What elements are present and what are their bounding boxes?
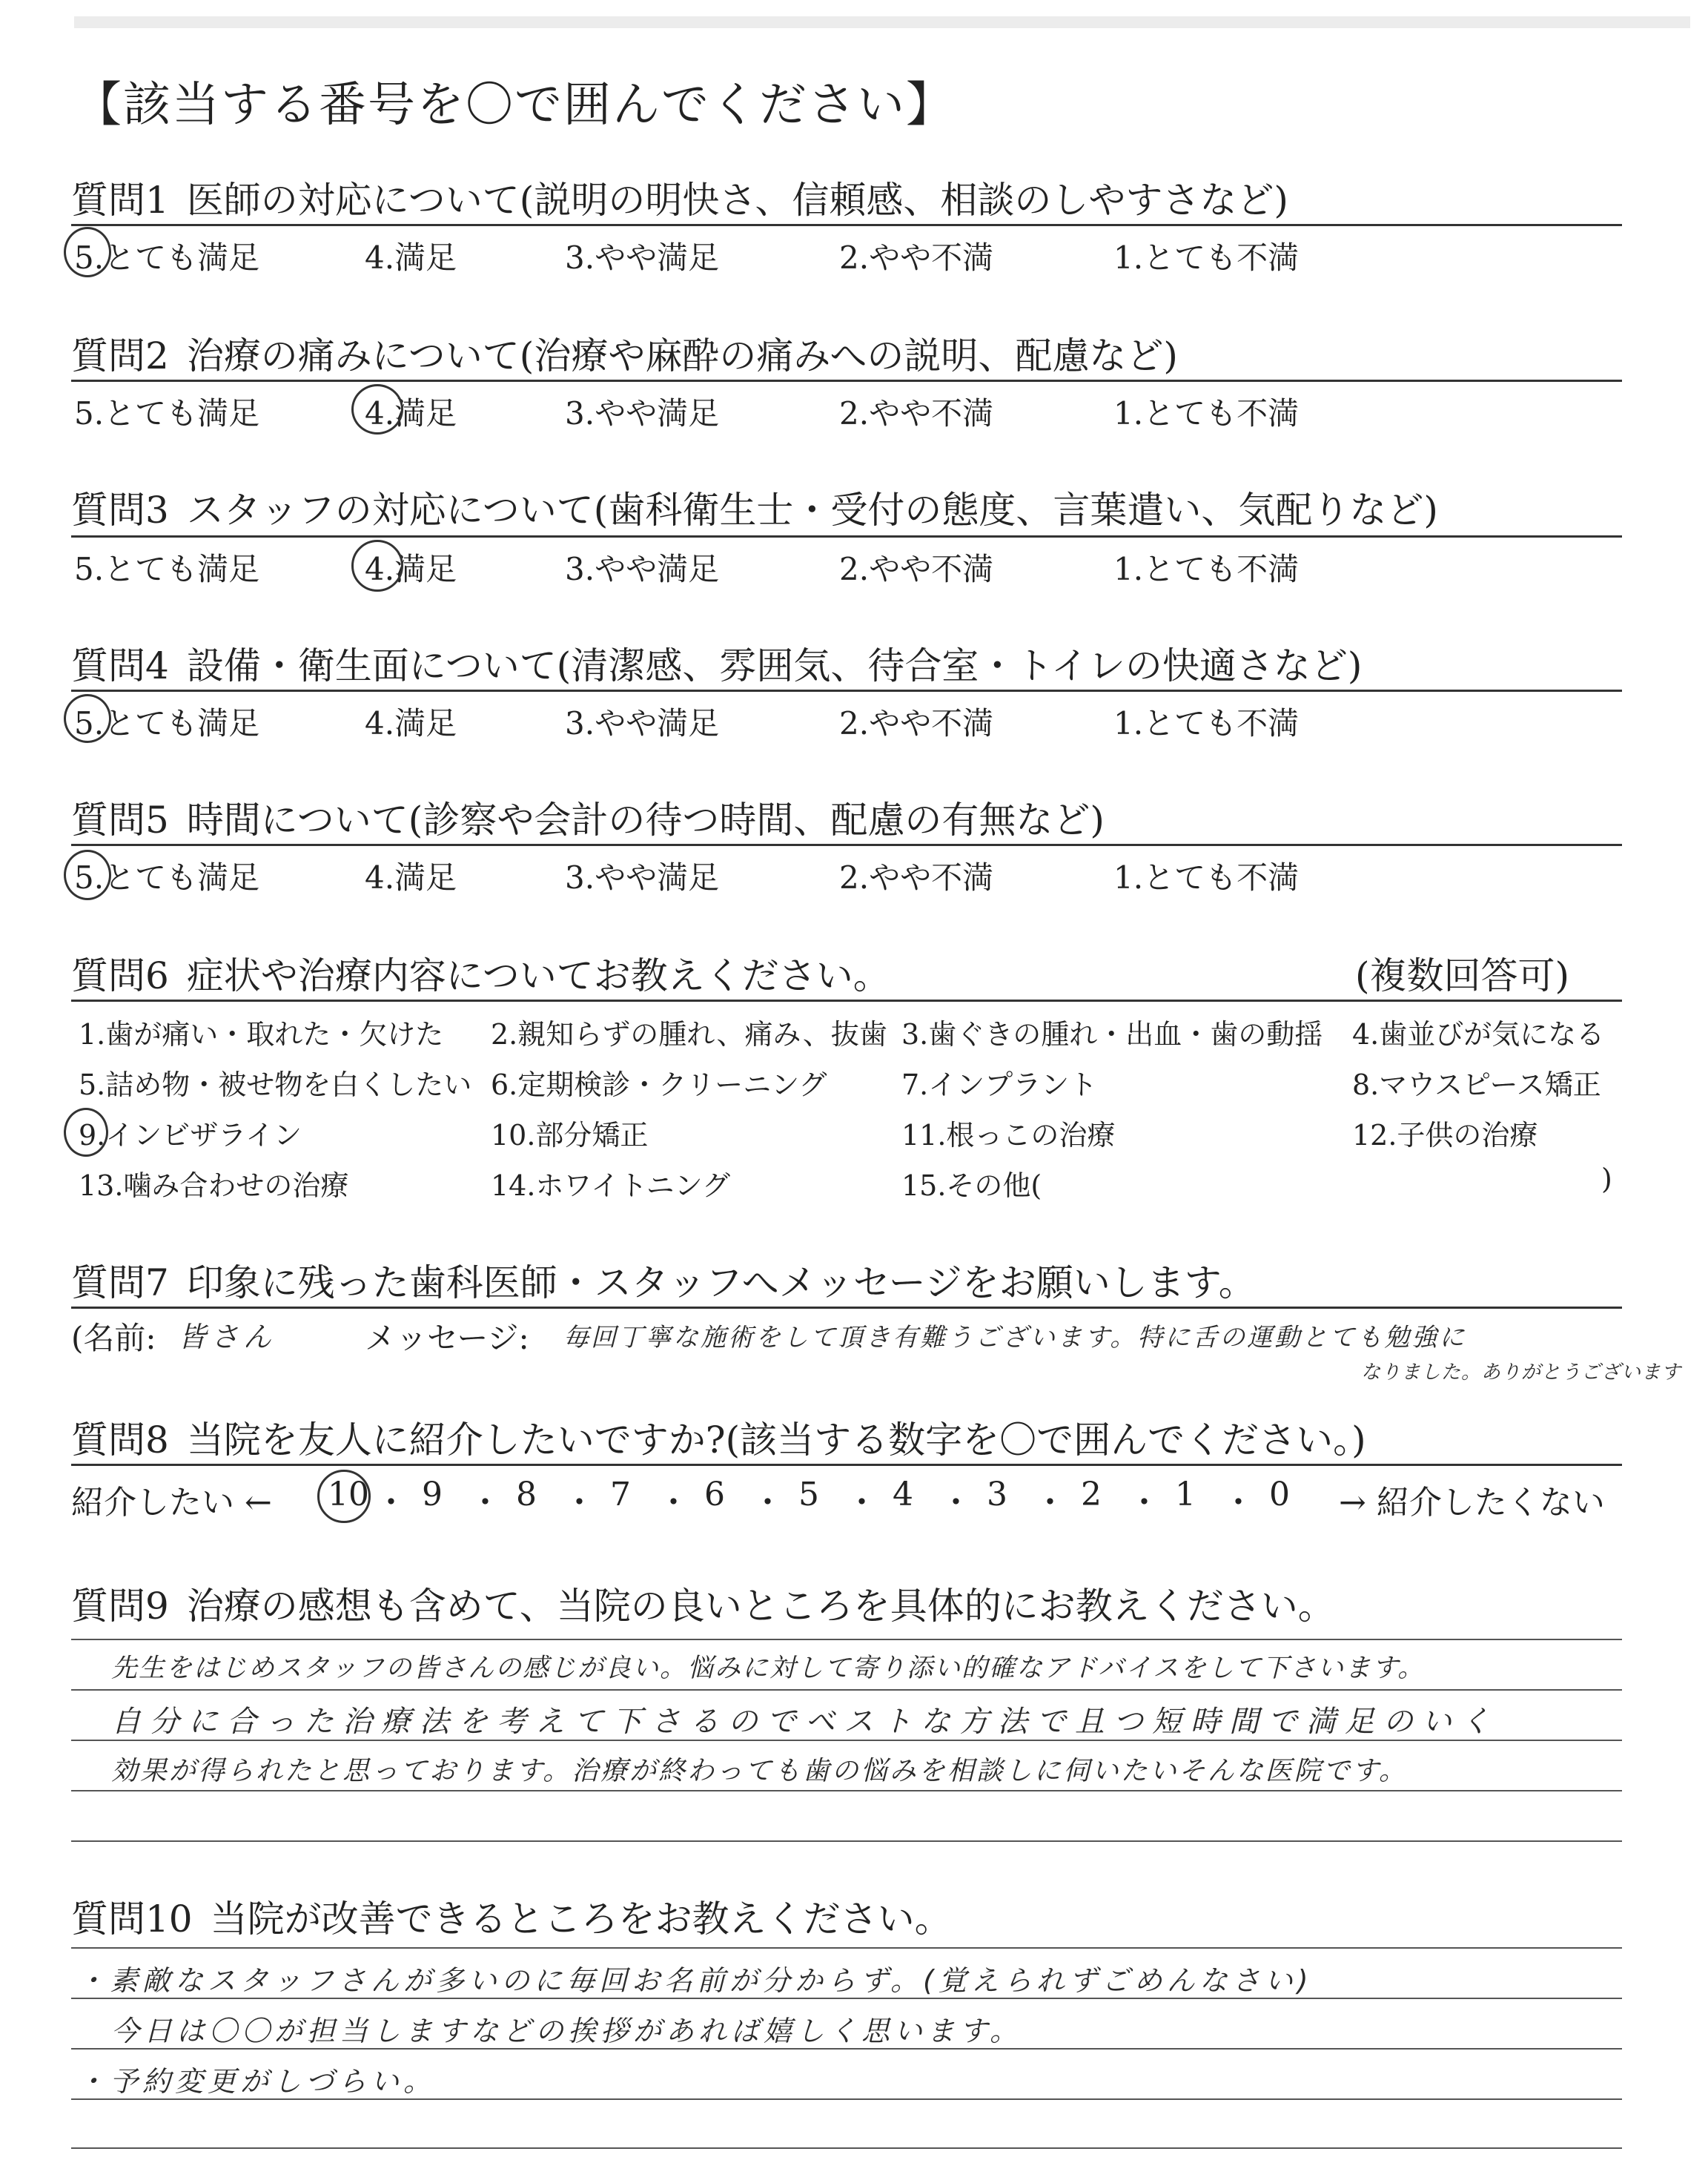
scale-separator: ・ <box>1128 1484 1161 1522</box>
scale-separator: ・ <box>563 1484 596 1522</box>
answer-circle <box>351 384 403 435</box>
option-3[interactable]: 3.やや満足 <box>565 395 720 432</box>
divider <box>71 1464 1622 1466</box>
name-handwritten[interactable]: 皆さん <box>178 1321 277 1353</box>
divider <box>71 690 1622 692</box>
scale-separator: ・ <box>374 1484 408 1522</box>
answer-circle <box>64 850 111 900</box>
question-title <box>71 1410 1366 1464</box>
recommend-left-label: 紹介したい ← <box>71 1484 272 1522</box>
option-9[interactable]: 9.インビザライン <box>79 1119 302 1152</box>
scale-value-8[interactable]: 8 <box>516 1476 537 1513</box>
option-1[interactable]: 1.とても不満 <box>1113 395 1300 432</box>
answer-handwritten-line-3[interactable]: 効果が得られたと思っております。治療が終わっても歯の悩みを相談しに伺いたいそんな医院です。 <box>111 1756 1408 1786</box>
divider <box>71 844 1622 846</box>
answer-line <box>71 2147 1622 2149</box>
scale-value-0[interactable]: 0 <box>1269 1476 1290 1513</box>
answer-line <box>71 1689 1622 1691</box>
divider <box>71 1000 1622 1002</box>
answer-line <box>71 1639 1622 1640</box>
scale-separator: ・ <box>751 1484 784 1522</box>
scale-separator: ・ <box>469 1484 502 1522</box>
question-number: 質問6 <box>71 954 169 997</box>
option-2[interactable]: 2.やや不満 <box>839 705 994 742</box>
question-number: 質問2 <box>71 334 169 377</box>
option-4[interactable]: 4.満足 <box>365 705 457 742</box>
question-text: 時間について(診察や会計の待つ時間、配慮の有無など) <box>186 799 1105 842</box>
divider <box>71 535 1622 538</box>
question-number: 質問10 <box>71 1898 193 1941</box>
option-15[interactable]: 15.その他( <box>901 1169 1042 1202</box>
option-3[interactable]: 3.歯ぐきの腫れ・出血・歯の動揺 <box>901 1018 1323 1051</box>
answer-line <box>71 1790 1622 1791</box>
option-15-close: ) <box>1601 1163 1612 1195</box>
answer-line <box>71 1840 1622 1842</box>
question-title <box>71 946 890 1000</box>
option-5[interactable]: 5.とても満足 <box>74 551 260 587</box>
recommend-right-label: → 紹介したくない <box>1339 1484 1605 1522</box>
answer-circle <box>351 540 403 592</box>
option-11[interactable]: 11.根っこの治療 <box>901 1119 1116 1152</box>
scan-top-edge <box>74 16 1690 28</box>
question-number: 質問8 <box>71 1418 169 1462</box>
option-7[interactable]: 7.インプラント <box>901 1069 1098 1101</box>
divider <box>71 1307 1622 1309</box>
scale-separator: ・ <box>845 1484 878 1522</box>
question-text: 印象に残った歯科医師・スタッフへメッセージをお願いします。 <box>186 1261 1256 1304</box>
option-4[interactable]: 4.満足 <box>365 859 457 896</box>
option-1[interactable]: 1.歯が痛い・取れた・欠けた <box>79 1018 444 1051</box>
scale-value-2[interactable]: 2 <box>1081 1476 1102 1513</box>
option-2[interactable]: 2.親知らずの腫れ、痛み、抜歯 <box>491 1018 887 1051</box>
question-title <box>71 480 1438 534</box>
option-5[interactable]: 5.とても満足 <box>74 240 260 276</box>
option-5[interactable]: 5.とても満足 <box>74 705 260 742</box>
multiple-answer-note: (複数回答可) <box>1355 954 1570 997</box>
instruction-heading: 【該当する番号を〇で囲んでください】 <box>74 78 955 133</box>
question-number: 質問5 <box>71 799 169 842</box>
question-title <box>71 636 1362 690</box>
message-handwritten-line-2[interactable]: なりました。ありがとうございます <box>1361 1361 1682 1384</box>
question-number: 質問3 <box>71 489 169 532</box>
option-1[interactable]: 1.とても不満 <box>1113 705 1300 742</box>
answer-handwritten-line-2[interactable]: 自分に合った治療法を考えて下さるのでベストな方法で且つ短時間で満足のいく <box>111 1705 1499 1739</box>
scale-value-1[interactable]: 1 <box>1175 1476 1196 1513</box>
question-text: 症状や治療内容についてお教えください。 <box>186 954 890 997</box>
option-13[interactable]: 13.噛み合わせの治療 <box>79 1169 349 1202</box>
scale-separator: ・ <box>1033 1484 1067 1522</box>
question-number: 質問7 <box>71 1261 169 1304</box>
question-text: スタッフの対応について(歯科衛生士・受付の態度、言葉遣い、気配りなど) <box>186 489 1438 532</box>
question-title <box>71 790 1105 844</box>
option-4[interactable]: 4.満足 <box>365 551 457 587</box>
scale-value-9[interactable]: 9 <box>422 1476 443 1513</box>
option-3[interactable]: 3.やや満足 <box>565 551 720 587</box>
question-number: 質問9 <box>71 1585 169 1628</box>
answer-handwritten-line-3[interactable]: ・予約変更がしづらい。 <box>77 2065 437 2098</box>
answer-handwritten-line-2[interactable]: 今日は〇〇が担当しますなどの挨拶があれば嬉しく思います。 <box>111 2015 1022 2047</box>
question-title <box>71 1253 1256 1307</box>
option-2[interactable]: 2.やや不満 <box>839 551 994 587</box>
option-4[interactable]: 4.歯並びが気になる <box>1352 1018 1605 1051</box>
question-text: 設備・衛生面について(清潔感、雰囲気、待合室・トイレの快適さなど) <box>186 644 1363 687</box>
option-5[interactable]: 5.詰め物・被せ物を白くしたい <box>79 1069 472 1101</box>
question-number: 質問4 <box>71 644 169 687</box>
option-12[interactable]: 12.子供の治療 <box>1352 1119 1538 1152</box>
answer-line <box>71 1947 1622 1949</box>
answer-circle <box>64 1108 108 1157</box>
scale-value-4[interactable]: 4 <box>893 1476 913 1513</box>
message-label: メッセージ: <box>365 1320 529 1356</box>
option-3[interactable]: 3.やや満足 <box>565 705 720 742</box>
option-8[interactable]: 8.マウスピース矯正 <box>1352 1069 1601 1101</box>
option-5[interactable]: 5.とても満足 <box>74 395 260 432</box>
option-1[interactable]: 1.とても不満 <box>1113 859 1300 896</box>
option-1[interactable]: 1.とても不満 <box>1113 240 1300 276</box>
question-text: 当院が改善できるところをお教えください。 <box>210 1898 952 1941</box>
scale-value-5[interactable]: 5 <box>798 1476 819 1513</box>
option-10[interactable]: 10.部分矯正 <box>491 1119 649 1152</box>
question-text: 治療の感想も含めて、当院の良いところを具体的にお教えください。 <box>186 1585 1335 1628</box>
option-14[interactable]: 14.ホワイトニング <box>491 1169 731 1202</box>
name-label: (名前: <box>71 1320 156 1356</box>
option-2[interactable]: 2.やや不満 <box>839 240 994 276</box>
answer-handwritten-line-1[interactable]: ・素敵なスタッフさんが多いのに毎回お名前が分からず。(覚えられずごめんなさい) <box>77 1964 1313 1997</box>
question-title <box>71 171 1288 224</box>
divider <box>71 380 1622 382</box>
question-title <box>71 326 1178 380</box>
answer-circle <box>64 694 111 743</box>
answer-circle <box>64 227 111 277</box>
answer-circle <box>317 1470 371 1523</box>
option-2[interactable]: 2.やや不満 <box>839 395 994 432</box>
option-1[interactable]: 1.とても不満 <box>1113 551 1300 587</box>
answer-handwritten-line-1[interactable]: 先生をはじめスタッフの皆さんの感じが良い。悩みに対して寄り添い的確なアドバイスをして下さいます。 <box>111 1654 1426 1683</box>
option-4[interactable]: 4.満足 <box>365 240 457 276</box>
scale-value-6[interactable]: 6 <box>704 1476 725 1513</box>
question-text: 医師の対応について(説明の明快さ、信頼感、相談のしやすさなど) <box>186 179 1288 222</box>
scale-value-7[interactable]: 7 <box>610 1476 631 1513</box>
scale-value-3[interactable]: 3 <box>987 1476 1007 1513</box>
scale-value-10[interactable]: 10 <box>328 1476 369 1513</box>
scale-separator: ・ <box>939 1484 973 1522</box>
option-3[interactable]: 3.やや満足 <box>565 859 720 896</box>
question-text: 治療の痛みについて(治療や麻酔の痛みへの説明、配慮など) <box>186 334 1178 377</box>
scale-separator: ・ <box>657 1484 690 1522</box>
message-handwritten-line-1[interactable]: 毎回丁寧な施術をして頂き有難うございます。特に舌の運動とても勉強に <box>563 1323 1467 1353</box>
option-6[interactable]: 6.定期検診・クリーニング <box>491 1069 827 1101</box>
option-4[interactable]: 4.満足 <box>365 395 457 432</box>
option-2[interactable]: 2.やや不満 <box>839 859 994 896</box>
divider <box>71 224 1622 226</box>
option-3[interactable]: 3.やや満足 <box>565 240 720 276</box>
question-title <box>71 1576 1335 1630</box>
option-5[interactable]: 5.とても満足 <box>74 859 260 896</box>
question-number: 質問1 <box>71 179 169 222</box>
scale-separator: ・ <box>1222 1484 1255 1522</box>
question-text: 当院を友人に紹介したいですか?(該当する数字を〇で囲んでください。) <box>186 1418 1366 1462</box>
question-title <box>71 1889 952 1943</box>
